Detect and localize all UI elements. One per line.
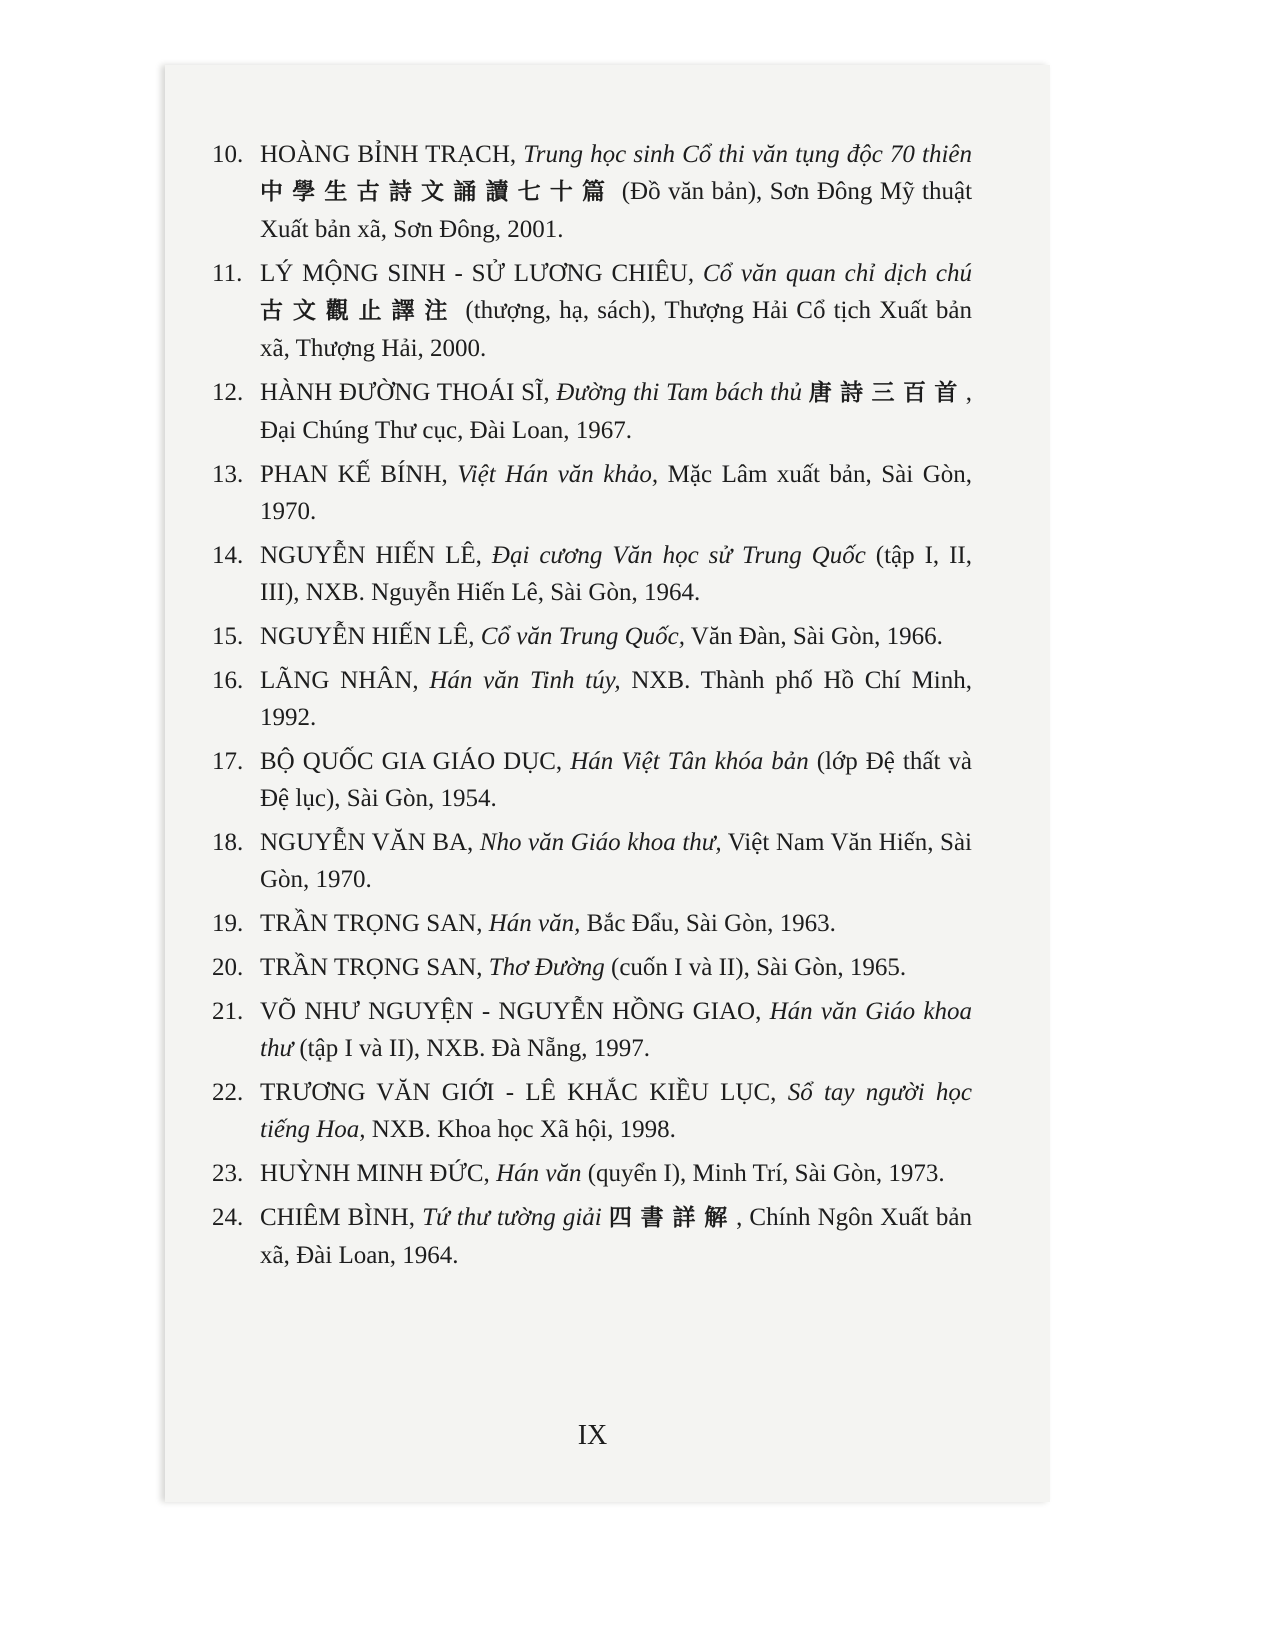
entry-author: LÝ MỘNG SINH - SỬ LƯƠNG CHIÊU, xyxy=(260,260,695,287)
entry-title: Cổ văn quan chỉ dịch chú xyxy=(702,260,973,287)
entry-number: 13. xyxy=(212,461,244,488)
entry-text xyxy=(260,993,972,1067)
entry-publication: Việt Nam Văn Hiến, Sài Gòn, 1970. xyxy=(260,829,972,893)
entry-text xyxy=(260,374,972,449)
entry-text xyxy=(260,905,972,942)
entry-publication: NXB. Thành phố Hồ Chí Minh, 1992. xyxy=(260,667,973,731)
entry-text xyxy=(260,456,972,530)
entry-number: 23. xyxy=(212,1160,244,1187)
bibliography-entry xyxy=(212,743,972,817)
bibliography-entry xyxy=(212,136,972,248)
entry-publication: Bắc Đẩu, Sài Gòn, 1963. xyxy=(586,910,836,937)
bibliography-entry xyxy=(212,662,972,736)
entry-number: 16. xyxy=(212,667,244,694)
entry-author: TRẦN TRỌNG SAN, xyxy=(260,954,483,981)
bibliography-entry xyxy=(212,1155,972,1192)
entry-publication: (Đồ văn bản), Sơn Đông Mỹ thuật Xuất bản xã, Sơn Đông, 2001. xyxy=(260,178,973,243)
bibliography-entry xyxy=(212,949,972,986)
entry-author: NGUYỄN VĂN BA, xyxy=(260,829,474,856)
bibliography-entry xyxy=(212,537,972,611)
entry-title: Đại cương Văn học sử Trung Quốc xyxy=(491,542,866,569)
entry-text xyxy=(260,949,972,986)
entry-publication: (cuốn I và II), Sài Gòn, 1965. xyxy=(611,954,907,981)
entry-number: 14. xyxy=(212,542,244,569)
entry-author: TRƯƠNG VĂN GIỚI - LÊ KHẮC KIỀU LỤC, xyxy=(260,1079,777,1106)
entry-title: Hán văn, xyxy=(488,910,581,937)
entry-author: HOÀNG BỈNH TRẠCH, xyxy=(260,141,517,168)
entry-chinese-title: 四書詳解 xyxy=(608,1205,737,1231)
bibliography-list xyxy=(212,136,972,1281)
entry-author: PHAN KẾ BÍNH, xyxy=(260,461,448,488)
entry-publication: (tập I và II), NXB. Đà Nẵng, 1997. xyxy=(299,1035,650,1062)
entry-number: 24. xyxy=(212,1204,244,1231)
entry-title: Nho văn Giáo khoa thư, xyxy=(479,829,722,856)
entry-title: Sổ tay người học tiếng Hoa, xyxy=(260,1079,973,1143)
entry-number: 15. xyxy=(212,623,244,650)
bibliography-entry xyxy=(212,1199,972,1274)
entry-text xyxy=(260,255,972,367)
entry-number: 12. xyxy=(212,379,244,406)
entry-title: Hán Việt Tân khóa bản xyxy=(570,748,809,775)
entry-author: NGUYỄN HIẾN LÊ, xyxy=(260,542,482,569)
page-number: IX xyxy=(577,1420,608,1451)
entry-chinese-title: 中學生古詩文誦讀七十篇 xyxy=(260,179,615,205)
entry-author: NGUYỄN HIẾN LÊ, xyxy=(260,623,475,650)
entry-text xyxy=(260,537,972,611)
entry-number: 11. xyxy=(212,260,243,287)
bibliography-entry xyxy=(212,993,972,1067)
entry-title: Tứ thư tường giải xyxy=(422,1204,602,1231)
entry-text xyxy=(260,824,972,898)
entry-author: TRẦN TRỌNG SAN, xyxy=(260,910,483,937)
bibliography-entry xyxy=(212,456,972,530)
entry-author: HÀNH ĐƯỜNG THOÁI SĨ, xyxy=(260,379,550,406)
entry-text xyxy=(260,618,972,655)
entry-title: Hán văn Giáo khoa thư xyxy=(260,998,973,1062)
entry-number: 21. xyxy=(212,998,244,1025)
bibliography-entry xyxy=(212,1074,972,1148)
entry-author: LÃNG NHÂN, xyxy=(260,667,419,694)
entry-publication: (thượng, hạ, sách), Thượng Hải Cổ tịch Xuất bản xã, Thượng Hải, 2000. xyxy=(260,297,972,362)
entry-title: Hán văn Tinh túy, xyxy=(429,667,621,694)
entry-author: VÕ NHƯ NGUYỆN - NGUYỄN HỒNG GIAO, xyxy=(260,998,762,1025)
entry-publication: NXB. Khoa học Xã hội, 1998. xyxy=(371,1116,676,1143)
entry-publication: Mặc Lâm xuất bản, Sài Gòn, 1970. xyxy=(260,461,973,525)
entry-title: Cổ văn Trung Quốc, xyxy=(480,623,685,650)
entry-title: Việt Hán văn khảo, xyxy=(457,461,659,488)
entry-author: CHIÊM BÌNH, xyxy=(260,1204,415,1231)
entry-number: 17. xyxy=(212,748,244,775)
entry-title: Đường thi Tam bách thủ xyxy=(556,379,803,406)
entry-number: 10. xyxy=(212,141,244,168)
bibliography-entry xyxy=(212,255,972,367)
entry-author: BỘ QUỐC GIA GIÁO DỤC, xyxy=(260,748,563,775)
entry-number: 20. xyxy=(212,954,244,981)
entry-publication: (quyển I), Minh Trí, Sài Gòn, 1973. xyxy=(587,1160,945,1187)
bibliography-entry xyxy=(212,905,972,942)
entry-text xyxy=(260,136,972,248)
entry-text xyxy=(260,743,972,817)
bibliography-entry xyxy=(212,824,972,898)
entry-publication: , Chính Ngôn Xuất bản xã, Đài Loan, 1964. xyxy=(260,1204,973,1269)
entry-text xyxy=(260,1199,972,1274)
entry-title: Trung học sinh Cổ thi văn tụng độc 70 thiên xyxy=(523,141,973,168)
entry-chinese-title: 古文觀止譯注 xyxy=(260,298,458,324)
entry-chinese-title: 唐詩三百首 xyxy=(808,380,966,406)
entry-publication: (tập I, II, III), NXB. Nguyễn Hiến Lê, Sài Gòn, 1964. xyxy=(260,542,972,606)
entry-author: HUỲNH MINH ĐỨC, xyxy=(260,1160,490,1187)
bibliography-entry xyxy=(212,618,972,655)
entry-text xyxy=(260,662,972,736)
entry-number: 22. xyxy=(212,1079,244,1106)
entry-publication: (lớp Đệ thất và Đệ lục), Sài Gòn, 1954. xyxy=(260,748,972,812)
entry-text xyxy=(260,1074,972,1148)
entry-number: 18. xyxy=(212,829,244,856)
bibliography-entry xyxy=(212,374,972,449)
entry-number: 19. xyxy=(212,910,244,937)
entry-publication: Văn Đàn, Sài Gòn, 1966. xyxy=(690,623,943,650)
entry-title: Thơ Đường xyxy=(488,954,605,981)
entry-title: Hán văn xyxy=(496,1160,582,1187)
entry-publication: , Đại Chúng Thư cục, Đài Loan, 1967. xyxy=(260,379,973,444)
entry-text xyxy=(260,1155,972,1192)
